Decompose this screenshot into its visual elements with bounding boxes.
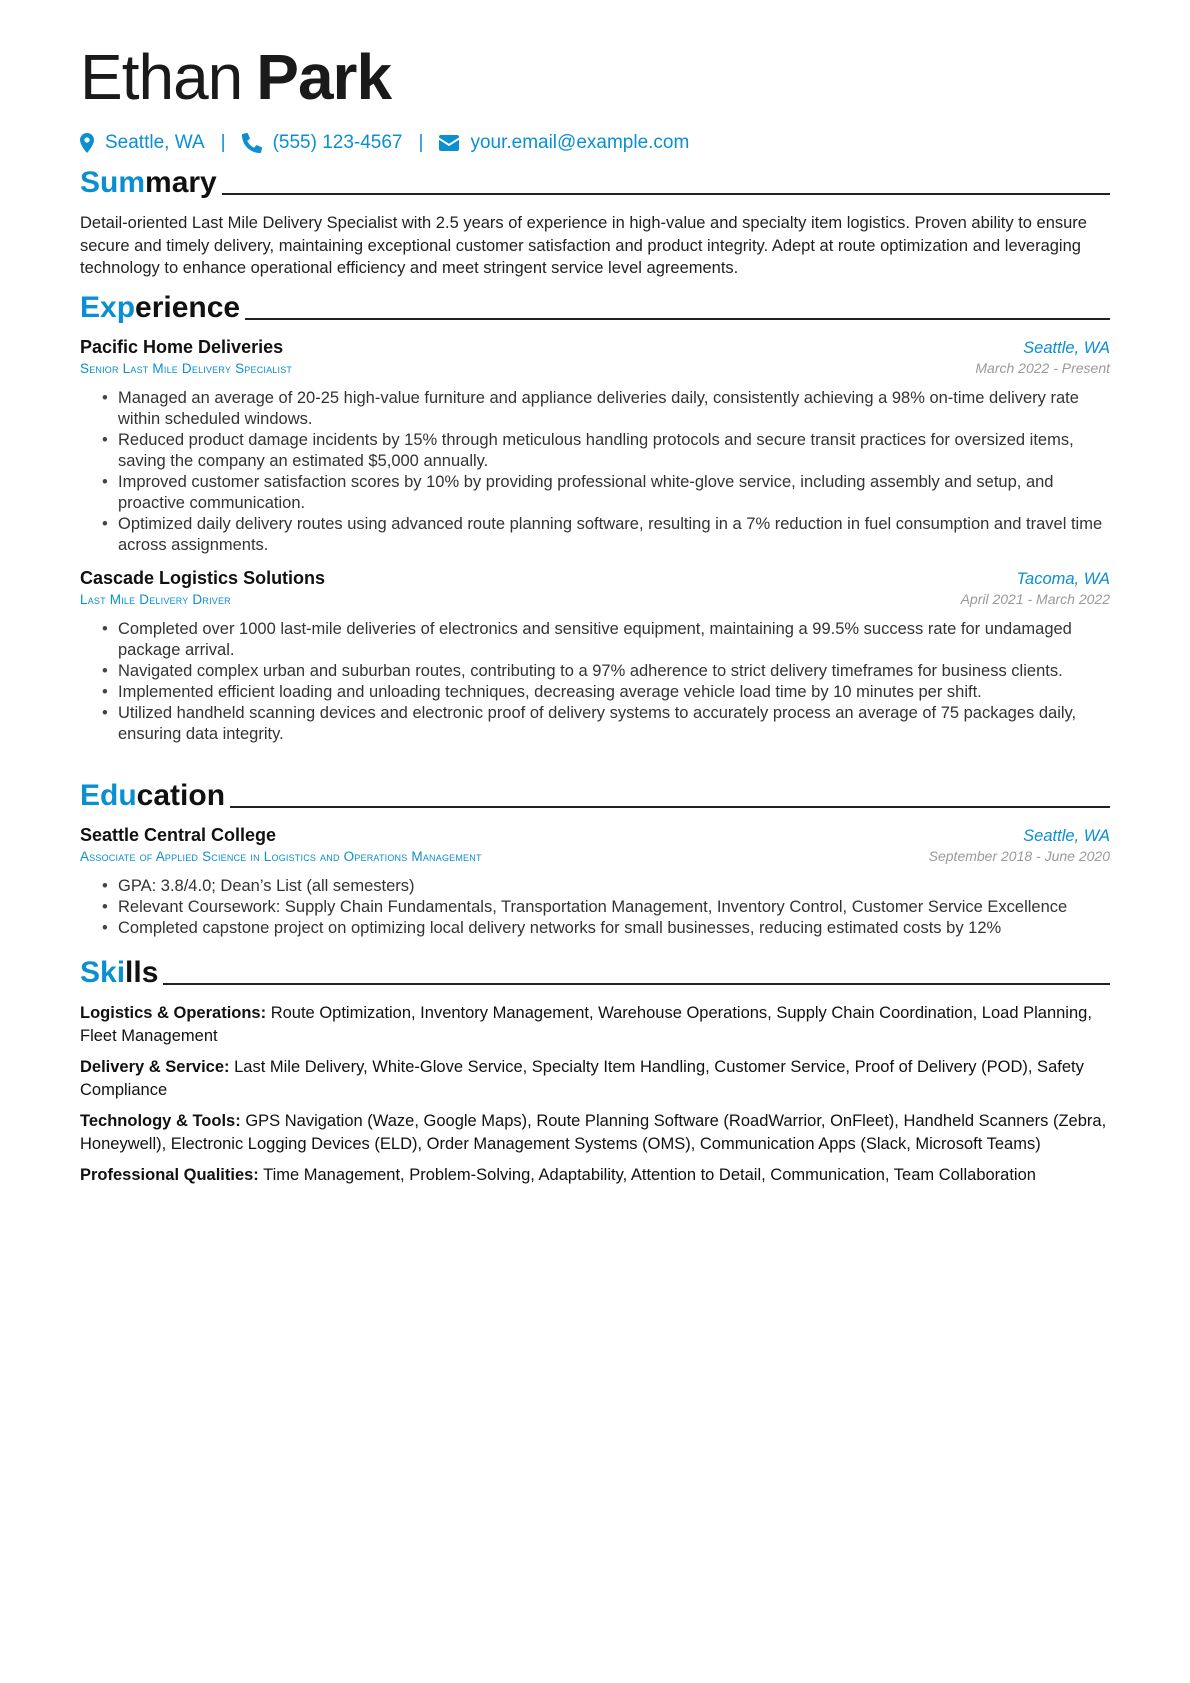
contact-row bbox=[80, 132, 689, 154]
envelope-icon bbox=[439, 135, 459, 151]
contact-location bbox=[80, 132, 205, 154]
email-link: your.email@example.com bbox=[470, 132, 690, 153]
skill-items: Route Optimization, Inventory Management, Warehouse Operations, Supply Chain Coordination, Load Planning, Fleet Management bbox=[80, 1004, 1092, 1045]
skill-group bbox=[80, 1164, 1110, 1187]
summary-section bbox=[80, 158, 1110, 280]
summary-text: Detail-oriented Last Mile Delivery Specialist with 2.5 years of experience in high-value and specialty item logistics. Proven ability to ensure secure and timely delivery, maintaining exceptional customer satisfaction and product integrity. Adept at route optimization and leveraging technology to enhance operational efficiency and meet stringent service level agreements. bbox=[80, 214, 1087, 277]
list-item: • Navigated complex urban and suburban routes, contributing to a 97% adherence to strict delivery timeframes for business clients. bbox=[118, 661, 1110, 682]
contact-separator: | bbox=[220, 132, 226, 153]
section-rule bbox=[163, 983, 1110, 985]
section-rule bbox=[222, 193, 1110, 195]
phone-icon bbox=[242, 133, 262, 153]
phone-text: (555) 123-4567 bbox=[272, 132, 403, 153]
skill-category: Technology & Tools: bbox=[80, 1112, 241, 1130]
education-dates: September 2018 - June 2020 bbox=[928, 848, 1110, 864]
section-header bbox=[80, 158, 1110, 198]
contact-email[interactable] bbox=[439, 132, 689, 154]
job-dates: April 2021 - March 2022 bbox=[960, 591, 1110, 607]
list-item: • Improved customer satisfaction scores by 10% by providing professional white-glove service, including assembly and setup, and proactive communication. bbox=[118, 472, 1110, 514]
section-title-skills: Skills bbox=[80, 956, 159, 989]
job-title: Senior Last Mile Delivery Specialist bbox=[80, 361, 293, 376]
section-rule bbox=[245, 318, 1110, 320]
location-text: Seattle, WA bbox=[105, 132, 205, 153]
list-item: • Managed an average of 20-25 high-value furniture and appliance deliveries daily, consistently achieving a 98% on-time delivery rate within scheduled windows. bbox=[118, 388, 1110, 430]
list-item: • GPA: 3.8/4.0; Dean’s List (all semesters) bbox=[118, 876, 1110, 897]
job-location: Seattle, WA bbox=[1023, 339, 1110, 357]
list-item: • Implemented efficient loading and unloading techniques, decreasing average vehicle load time by 10 minutes per shift. bbox=[118, 682, 1110, 703]
candidate-name bbox=[80, 42, 391, 112]
skills-section bbox=[80, 948, 1110, 1196]
job-dates: March 2022 - Present bbox=[975, 360, 1110, 376]
section-title-education: Education bbox=[80, 779, 226, 812]
education-entry bbox=[80, 825, 1110, 939]
contact-separator: | bbox=[418, 132, 424, 153]
list-item: • Relevant Coursework: Supply Chain Fundamentals, Transportation Management, Inventory Control, Customer Service Excellence bbox=[118, 897, 1110, 918]
list-item: • Completed capstone project on optimizing local delivery networks for small businesses, reducing estimated costs by 12% bbox=[118, 918, 1110, 939]
section-rule bbox=[230, 806, 1110, 808]
skill-items: GPS Navigation (Waze, Google Maps), Route Planning Software (RoadWarrior, OnFleet), Handheld Scanners (Zebra, Honeywell), Electronic Logging Devices (ELD), Order Management Systems (OMS), Communication Apps (Slack, Microsoft Teams) bbox=[80, 1112, 1107, 1153]
skill-group bbox=[80, 1110, 1110, 1155]
list-item: • Optimized daily delivery routes using advanced route planning software, resulting in a 7% reduction in fuel consumption and travel time across assignments. bbox=[118, 514, 1110, 556]
first-name: Ethan bbox=[80, 41, 243, 113]
job-entry bbox=[80, 337, 1110, 556]
contact-phone[interactable] bbox=[242, 132, 403, 154]
skill-category: Delivery & Service: bbox=[80, 1058, 230, 1076]
list-item: • Completed over 1000 last-mile deliveries of electronics and sensitive equipment, maintaining a 99.5% success rate for undamaged package arrival. bbox=[118, 619, 1110, 661]
job-entry bbox=[80, 568, 1110, 745]
degree-title: Associate of Applied Science in Logistics and Operations Management bbox=[80, 849, 482, 864]
school-location: Seattle, WA bbox=[1023, 827, 1110, 845]
section-title-experience: Experience bbox=[80, 291, 241, 324]
job-bullets bbox=[80, 619, 1110, 745]
skill-group bbox=[80, 1056, 1110, 1101]
skill-items: Time Management, Problem-Solving, Adaptability, Attention to Detail, Communication, Team Collaboration bbox=[263, 1166, 1036, 1184]
skill-group bbox=[80, 1002, 1110, 1047]
education-bullets bbox=[80, 876, 1110, 939]
skills-list bbox=[80, 1002, 1110, 1187]
education-section bbox=[80, 771, 1110, 939]
skill-category: Professional Qualities: bbox=[80, 1166, 259, 1184]
list-item: • Reduced product damage incidents by 15% through meticulous handling protocols and secure transit practices for oversized items, saving the company an estimated $5,000 annually. bbox=[118, 430, 1110, 472]
section-header bbox=[80, 771, 1110, 811]
skill-category: Logistics & Operations: bbox=[80, 1004, 267, 1022]
job-location: Tacoma, WA bbox=[1016, 570, 1110, 588]
experience-section bbox=[80, 283, 1110, 745]
company-name: Pacific Home Deliveries bbox=[80, 337, 284, 357]
job-title: Last Mile Delivery Driver bbox=[80, 592, 231, 607]
map-pin-icon bbox=[80, 133, 94, 153]
last-name: Park bbox=[256, 41, 392, 113]
company-name: Cascade Logistics Solutions bbox=[80, 568, 326, 588]
job-bullets bbox=[80, 388, 1110, 556]
list-item: • Utilized handheld scanning devices and electronic proof of delivery systems to accurately process an average of 75 packages daily, ensuring data integrity. bbox=[118, 703, 1110, 745]
section-header bbox=[80, 948, 1110, 988]
school-name: Seattle Central College bbox=[80, 825, 277, 845]
section-title-summary: Summary bbox=[80, 166, 217, 199]
skill-items: Last Mile Delivery, White-Glove Service, Specialty Item Handling, Customer Service, Proof of Delivery (POD), Safety Compliance bbox=[80, 1058, 1084, 1099]
section-header bbox=[80, 283, 1110, 323]
